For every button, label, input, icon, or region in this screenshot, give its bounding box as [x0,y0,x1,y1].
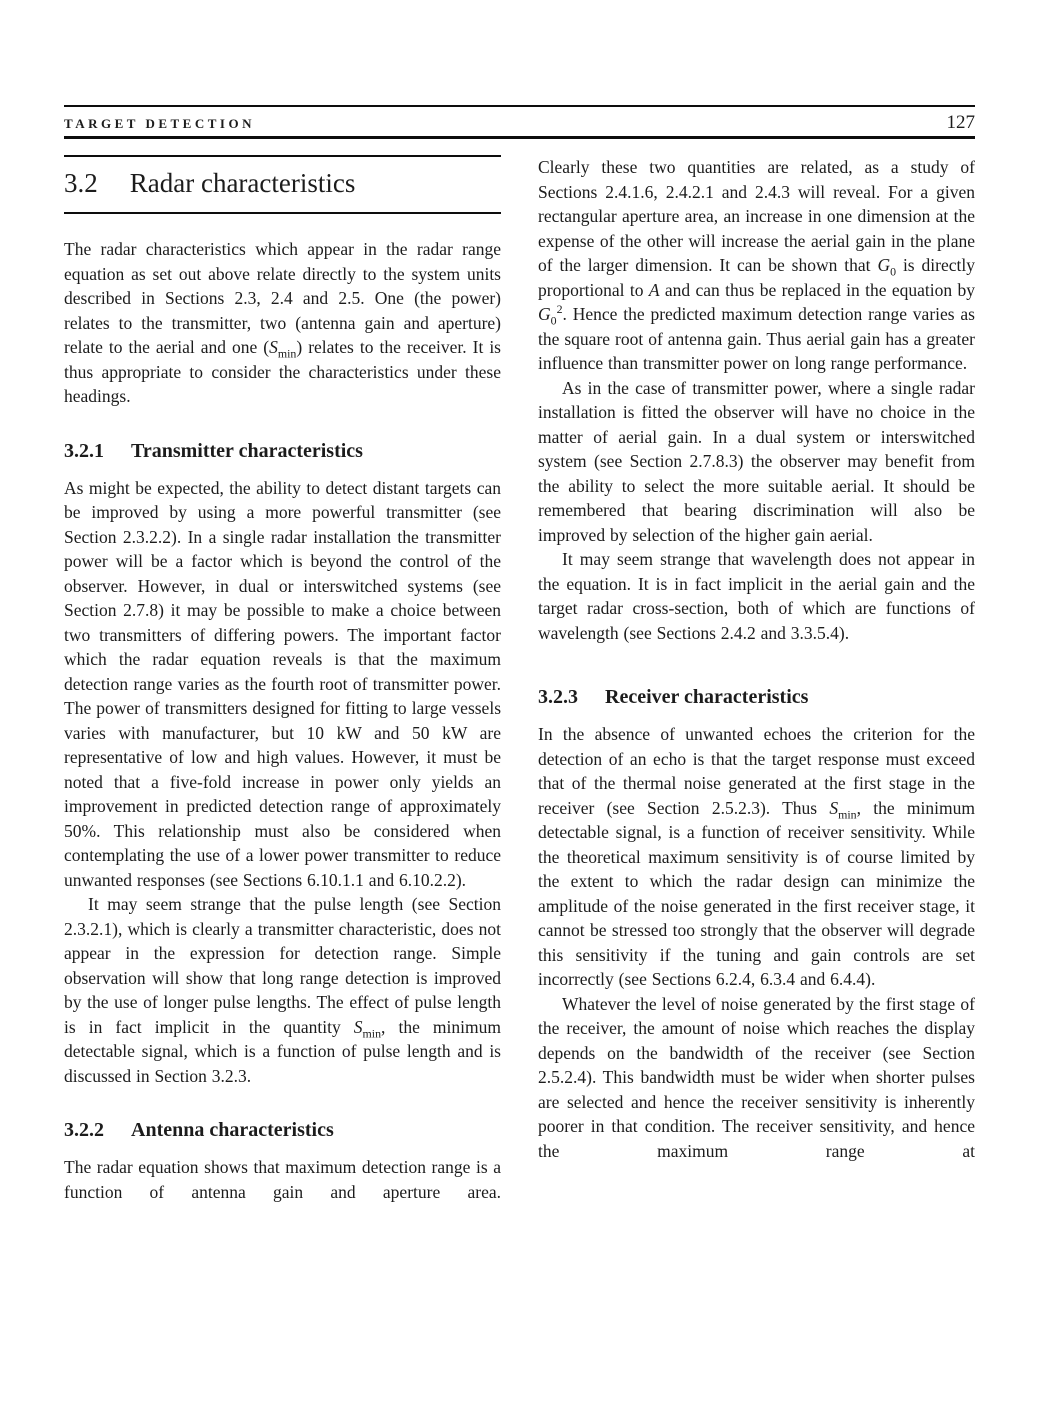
paragraph: The radar equation shows that maximum detection range is a function of antenna gain and aperture area. [64,1157,501,1202]
right-column [538,155,975,1204]
subsection-title: Antenna characteristics [131,1119,334,1142]
main-heading-block [64,155,501,214]
subsection-title: Receiver characteristics [605,686,809,708]
paragraph: In the absence of unwanted echoes the criterion for the detection of an echo is that the target response must exceed that of the thermal noise generated at the first stage in the receiver (see Section 2.5.2.3). Thus $S_{min}$, the minimum detectable signal, is a function of receiver sensitivity. While the theoretical maximum sensitivity is of course limited by the extent to which the radar design can minimize the amplitude of the noise generated in the first receiver stage, it cannot be stressed too strongly that the observer will degrade this sensitivity if the tuning and gain controls are set incorrectly (see Sections 6.2.4, 6.3.4 and 6.4.4). [538,724,975,989]
running-header [64,105,975,139]
paragraph: Clearly these two quantities are related, as a study of Sections 2.4.1.6, 2.4.2.1 and 2.4.3 will reveal. For a given rectangular aperture area, an increase in one dimension at the expense of the other will increase the aerial gain in the plane of the larger dimension. It can be shown that $G_0$ is directly proportional to A and can thus be replaced in the equation by $G_0^2$. Hence the predicted maximum detection range varies as the square root of antenna gain. Thus aerial gain has a greater influence than transmitter power on long range performance. [538,157,975,373]
page-number: 127 [946,112,975,133]
paragraph: It may seem strange that the pulse length (see Section 2.3.2.1), which is clearly a transmitter characteristic, does not appear in the expression for detection range. Simple observation will show that long range detection is improved by the use of longer pulse lengths. The effect of pulse length is in fact implicit in the quantity $S_{min}$, the minimum detectable signal, which is a function of pulse length and is discussed in Section 3.2.3. [64,894,501,1086]
paragraph-intro: The radar characteristics which appear in the radar range equation as set out above relate directly to the system units described in Sections 2.3, 2.4 and 2.5. One (the power) relates to the transmitter, two (antenna gain and aperture) relate to the aerial and one $(S_{min})$ relates to the receiver. It is thus appropriate to consider the characteristics under these headings. [64,239,501,407]
paragraph: Whatever the level of noise generated by the first stage of the receiver, the amount of noise which reaches the display depends on the bandwidth of the receiver (see Section 2.5.2.4). This bandwidth must be wider when shorter pulses are selected and hence the receiver sensitivity is inherently poorer in that condition. The receiver sensitivity, and hence the maximum range at [538,993,975,1161]
running-title: TARGET DETECTION [64,116,255,131]
subsection-number: 3.2.2 [64,1119,104,1142]
main-section-title: Radar characteristics [129,168,356,198]
paragraph: As might be expected, the ability to detect distant targets can be improved by using a more powerful transmitter (see Section 2.3.2.2). In a single radar installation the transmitter power will be a factor which is beyond the control of the observer. However, in dual or interswitched systems (see Section 2.7.8) it may be possible to make a choice between two transmitters of differing powers. The important factor which the radar equation reveals is that the maximum detection range varies as the fourth root of transmitter power. The power of transmitters designed for fitting to large vessels varies with manufacturer, but 10 kW and 50 kW are representative of low and high values. However, it must be noted that a five-fold increase in power only yields an improvement in predicted detection range of approximately 50%. This relationship must also be considered when contemplating the use of a lower power transmitter to reduce unwanted responses (see Sections 6.10.1.1 and 6.10.2.2). [64,477,501,890]
subsection-number: 3.2.3 [538,686,578,708]
page-body [64,155,975,1204]
subsection-heading-3-2-3 [538,685,975,709]
paragraph: As in the case of transmitter power, where a single radar installation is fitted the observer will have no choice in the matter of aerial gain. In a dual system or interswitched system (see Section 2.7.8.3) the observer may benefit from the ability to select the more suitable aerial. It should be remembered that bearing discrimination will also be improved by selection of the higher gain aerial. [538,377,975,545]
subsection-title: Transmitter characteristics [131,439,363,462]
main-section-heading [64,168,501,199]
subsection-heading-3-2-2 [64,1118,501,1142]
subsection-heading-3-2-1 [64,439,501,463]
main-section-number: 3.2 [64,168,98,198]
paragraph: It may seem strange that wavelength does not appear in the equation. It is in fact implicit in the aerial gain and the target radar cross-section, both of which are functions of wavelength (see Sections 2.4.2 and 3.3.5.4). [538,549,975,643]
left-column [64,155,501,1204]
subsection-number: 3.2.1 [64,439,104,462]
